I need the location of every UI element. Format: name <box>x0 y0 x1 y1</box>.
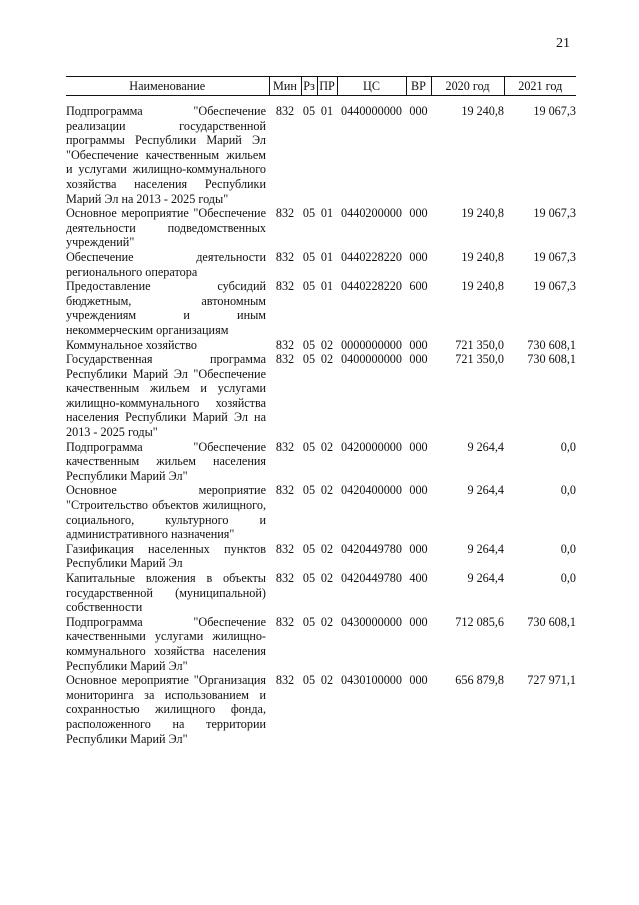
cell-name: Подпрограмма "Обеспечение реализации государственной программы Республики Марий Эл "Обеспечение качественным жильем и услугами жилищно-коммунального хозяйства населения Республики Марий Эл на 2013 - 2025 годы" <box>66 104 266 206</box>
cell-2021: 0,0 <box>560 571 576 585</box>
cell-rz: 05 <box>302 249 316 264</box>
cell-vr: 000 <box>409 104 428 118</box>
cell-2021: 0,0 <box>560 439 576 454</box>
cell-2021: 730 608,1 <box>527 352 576 367</box>
table-row <box>66 440 576 484</box>
cell-name: Предоставление субсидий бюджетным, автономным учреждениям и иным некоммерческим организациям <box>66 279 266 337</box>
cell-rz: 05 <box>302 279 316 294</box>
cell-2020: 656 879,8 <box>455 673 504 688</box>
cell-cs: 0420449780 <box>341 571 402 585</box>
cell-pr: 02 <box>320 571 334 585</box>
cell-2021: 0,0 <box>560 541 576 556</box>
cell-vr: 000 <box>409 206 428 221</box>
cell-vr: 000 <box>409 249 428 264</box>
cell-cs: 0440228220 <box>341 279 402 294</box>
cell-name: Капитальные вложения в объекты государственной (муниципальной) собственности <box>66 571 266 615</box>
cell-min: 832 <box>275 541 295 556</box>
cell-2020: 9 264,4 <box>467 483 504 498</box>
cell-cs: 0420449780 <box>341 541 402 556</box>
cell-min: 832 <box>275 337 295 352</box>
cell-vr: 000 <box>409 352 428 367</box>
cell-2020: 721 350,0 <box>455 337 504 352</box>
cell-cs: 0400000000 <box>341 352 402 367</box>
cell-2021: 19 067,3 <box>533 249 576 264</box>
table-row <box>66 673 576 746</box>
table-row <box>66 206 576 250</box>
cell-min: 832 <box>275 673 295 688</box>
header-cs: ЦС <box>337 77 406 96</box>
cell-vr: 000 <box>409 337 428 352</box>
cell-pr: 02 <box>320 541 334 556</box>
cell-pr: 02 <box>320 614 334 629</box>
cell-2020: 19 240,8 <box>461 206 504 221</box>
table-row <box>66 483 576 541</box>
cell-2020: 9 264,4 <box>467 571 504 585</box>
cell-pr: 02 <box>320 439 334 454</box>
cell-2021: 730 608,1 <box>527 337 576 352</box>
cell-2020: 19 240,8 <box>461 104 504 118</box>
cell-rz: 05 <box>302 541 316 556</box>
cell-vr: 400 <box>409 571 428 585</box>
cell-name: Основное мероприятие "Организация мониторинга за использованием и сохранностью жилищного фонда, расположенного на территории Республики Марий Эл" <box>66 673 266 746</box>
cell-2020: 9 264,4 <box>467 439 504 454</box>
cell-2021: 19 067,3 <box>533 104 576 118</box>
cell-cs: 0420000000 <box>341 439 402 454</box>
header-2020: 2020 год <box>431 77 504 96</box>
cell-vr: 600 <box>409 279 428 294</box>
header-name: Наименование <box>66 77 269 96</box>
cell-rz: 05 <box>302 337 316 352</box>
cell-vr: 000 <box>409 614 428 629</box>
cell-min: 832 <box>275 104 295 118</box>
cell-vr: 000 <box>409 483 428 498</box>
cell-min: 832 <box>275 352 295 367</box>
cell-pr: 01 <box>320 206 334 221</box>
cell-2021: 730 608,1 <box>527 614 576 629</box>
cell-vr: 000 <box>409 541 428 556</box>
cell-cs: 0430100000 <box>341 673 402 688</box>
cell-pr: 01 <box>320 104 334 118</box>
cell-2020: 721 350,0 <box>455 352 504 367</box>
cell-rz: 05 <box>302 673 316 688</box>
cell-2020: 712 085,6 <box>455 614 504 629</box>
cell-pr: 02 <box>320 673 334 688</box>
cell-rz: 05 <box>302 614 316 629</box>
table-body <box>66 96 576 747</box>
cell-cs: 0440200000 <box>341 206 402 221</box>
cell-min: 832 <box>275 571 295 585</box>
cell-2020: 9 264,4 <box>467 541 504 556</box>
cell-cs: 0000000000 <box>341 337 402 352</box>
header-min: Мин <box>269 77 301 96</box>
cell-2020: 19 240,8 <box>461 279 504 294</box>
table-row <box>66 542 576 571</box>
cell-rz: 05 <box>302 439 316 454</box>
table-header-row <box>66 77 576 96</box>
header-vr: ВР <box>406 77 431 96</box>
table-row <box>66 104 576 206</box>
cell-min: 832 <box>275 439 295 454</box>
table-row <box>66 250 576 279</box>
cell-2020: 19 240,8 <box>461 249 504 264</box>
table-row <box>66 279 576 337</box>
cell-cs: 0420400000 <box>341 483 402 498</box>
cell-pr: 01 <box>320 249 334 264</box>
table-row <box>66 352 576 440</box>
cell-rz: 05 <box>302 483 316 498</box>
cell-name: Обеспечение деятельности регионального оператора <box>66 249 266 279</box>
cell-2021: 0,0 <box>560 483 576 498</box>
cell-pr: 02 <box>320 483 334 498</box>
cell-name: Газификация населенных пунктов Республики Марий Эл <box>66 541 266 571</box>
cell-pr: 02 <box>320 352 334 367</box>
table-row <box>66 571 576 615</box>
cell-rz: 05 <box>302 206 316 221</box>
cell-name: Коммунальное хозяйство <box>66 337 197 352</box>
cell-name: Государственная программа Республики Марий Эл "Обеспечение качественным жильем и услугами жилищно-коммунального хозяйства населения Республики Марий Эл на 2013 - 2025 годы" <box>66 352 266 440</box>
cell-vr: 000 <box>409 439 428 454</box>
cell-2021: 19 067,3 <box>533 206 576 221</box>
header-rz: Рз <box>301 77 317 96</box>
cell-min: 832 <box>275 249 295 264</box>
cell-min: 832 <box>275 206 295 221</box>
cell-min: 832 <box>275 483 295 498</box>
cell-name: Основное мероприятие "Строительство объектов жилищного, социального, культурного и административного назначения" <box>66 483 266 542</box>
cell-cs: 0430000000 <box>341 614 402 629</box>
cell-2021: 727 971,1 <box>527 673 576 688</box>
page-number: 21 <box>556 36 570 51</box>
cell-pr: 01 <box>320 279 334 294</box>
cell-name: Основное мероприятие "Обеспечение деятельности подведомственных учреждений" <box>66 206 266 250</box>
cell-min: 832 <box>275 614 295 629</box>
table-row <box>66 615 576 673</box>
cell-vr: 000 <box>409 673 428 688</box>
cell-cs: 0440228220 <box>341 249 402 264</box>
header-pr: ПР <box>317 77 337 96</box>
cell-2021: 19 067,3 <box>533 279 576 294</box>
cell-cs: 0440000000 <box>341 104 402 118</box>
table-row <box>66 338 576 353</box>
cell-min: 832 <box>275 279 295 294</box>
cell-rz: 05 <box>302 352 316 367</box>
header-2021: 2021 год <box>504 77 576 96</box>
cell-name: Подпрограмма "Обеспечение качественными услугами жилищно-коммунального хозяйства населения Республики Марий Эл" <box>66 614 266 673</box>
cell-name: Подпрограмма "Обеспечение качественным жильем населения Республики Марий Эл" <box>66 439 266 483</box>
cell-rz: 05 <box>302 104 316 118</box>
header-gap <box>66 96 576 105</box>
cell-rz: 05 <box>302 571 316 585</box>
budget-table <box>66 76 576 746</box>
cell-pr: 02 <box>320 337 334 352</box>
